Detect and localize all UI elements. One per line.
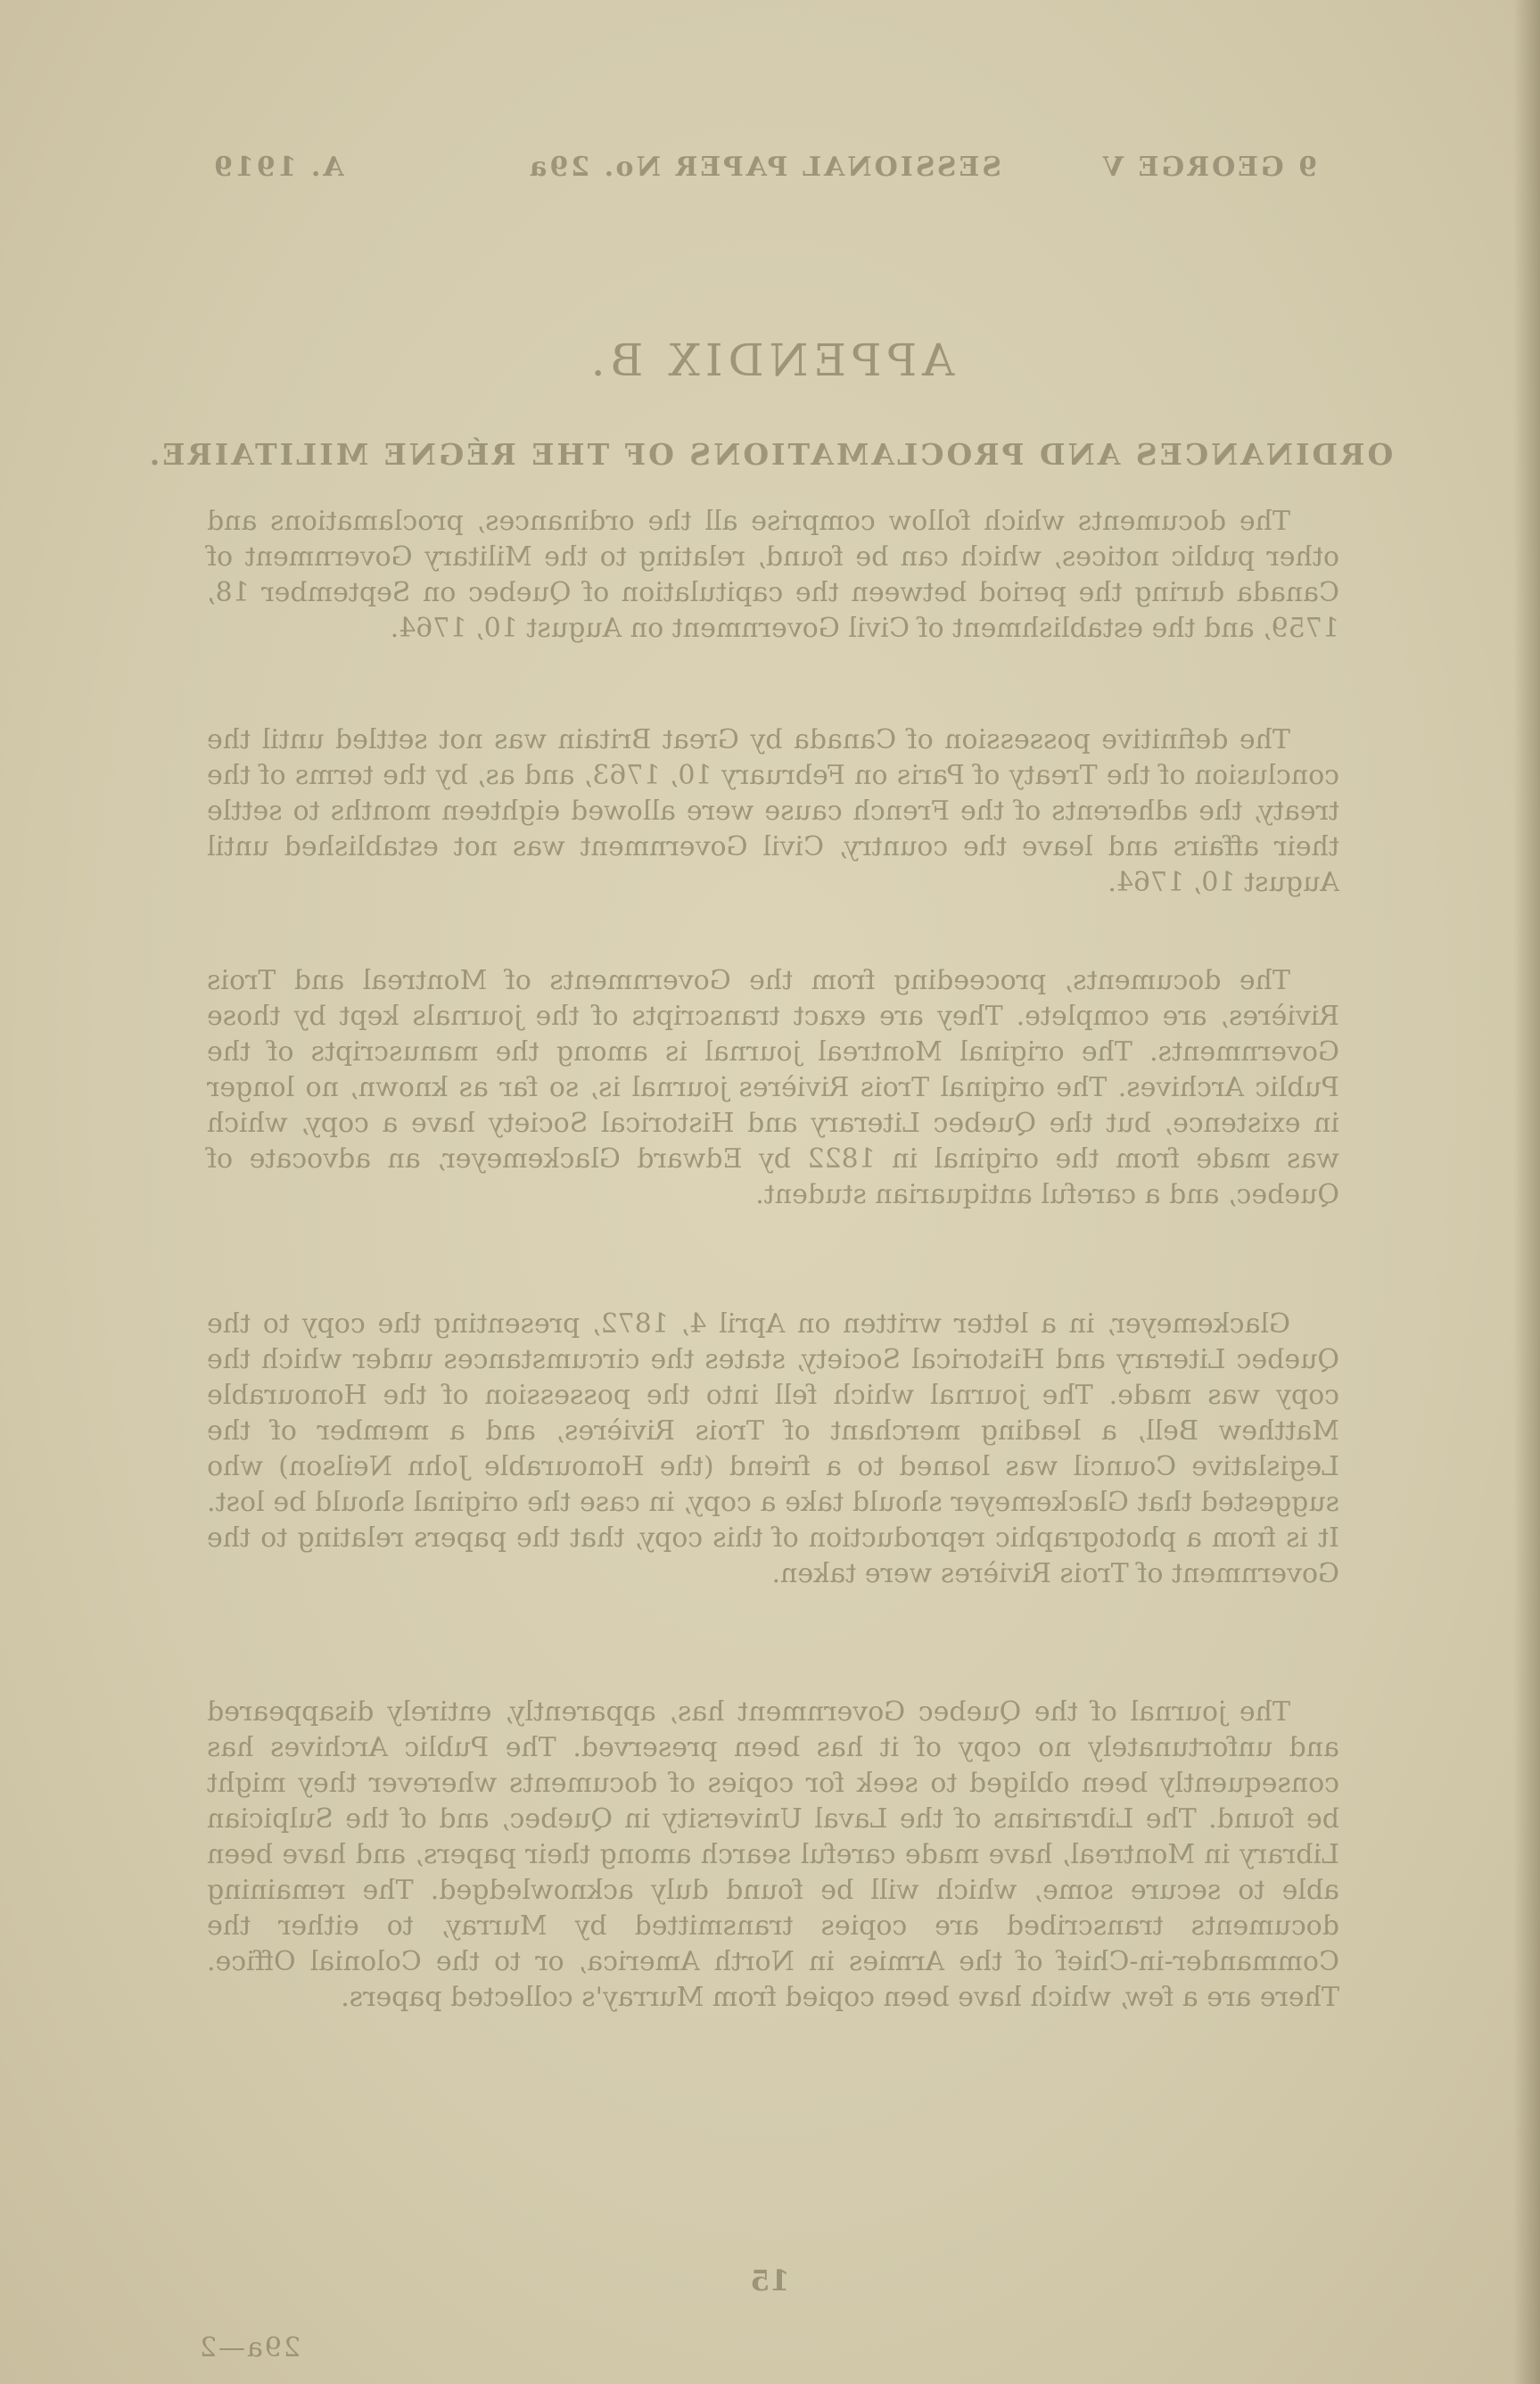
appendix-subtitle: ORDINANCES AND PROCLAMATIONS OF THE RÉGNE MILITAIRE. xyxy=(146,437,1394,472)
paragraph: Glackemeyer, in a letter written on April 4, 1872, presenting the copy to the Quebec Literary and Historical Society, states the circumstances under which the copy was made. The journal which fell into the possession of the Honourable Matthew Bell, a leading merchant of Trois Rivières, and a member of the Legislative Council was loaned to a friend (the Honourable John Neilson) who suggested that Glackemeyer should take a copy, in case the original should be lost. It is from a photographic reproduction of this copy, that the papers relating to the Government of Trois Rivières were taken. xyxy=(207,1308,1339,1589)
running-head-right: A. 1919 xyxy=(211,152,344,183)
paragraph: The documents, proceeding from the Governments of Montreal and Trois Rivières, are complete. They are exact transcripts of the journals kept by those Governments. The original Montreal journal is among the manuscripts of the Public Archives. The original Trois Rivières journal is, so far as known, no longer in existence, but the Quebec Literary and Historical Society have a copy, which was made from the original in 1822 by Edward Glackemeyer, an advocate of Quebec, and a careful antiquarian student. xyxy=(207,965,1339,1210)
paragraph: The journal of the Quebec Government has, apparently, entirely disappeared and unfortunately no copy of it has been preserved. The Public Archives has consequently been obliged to seek for copies of documents wherever they might be found. The Librarians of the Laval University in Quebec, and of the Sulpician Library in Montreal, have made careful search among their papers, and have been able to secure some, which will be found duly acknowledged. The remaining documents transcribed are copies transmitted by Murray, to either the Commander-in-Chief of the Armies in North America, or to the Colonial Office. There are a few, which have been copied from Murray's collected papers. xyxy=(207,1696,1339,2013)
paragraph: The definitive possession of Canada by Great Britain was not settled until the conclusion of the Treaty of Paris on February 10, 1763, and as, by the terms of the treaty, the adherents of the French cause were allowed eighteen months to settle their affairs and leave the country, Civil Government was not established until August 10, 1764. xyxy=(207,724,1339,898)
page-number: 15 xyxy=(750,2264,790,2297)
page-edge-shadow xyxy=(1513,0,1540,2384)
paragraph: The documents which follow comprise all the ordinances, proclamations and other public notices, which can be found, relating to the Military Government of Canada during the period between the capitulation of Quebec on September 18, 1759, and the establishment of Civil Government on August 10, 1764. xyxy=(207,506,1339,644)
running-head-center: SESSIONAL PAPER No. 29a xyxy=(526,152,1002,183)
appendix-title: APPENDIX B. xyxy=(585,334,955,386)
signature-mark: 29a—2 xyxy=(197,2332,301,2363)
running-head-left: 9 GEORGE V xyxy=(1099,152,1317,183)
